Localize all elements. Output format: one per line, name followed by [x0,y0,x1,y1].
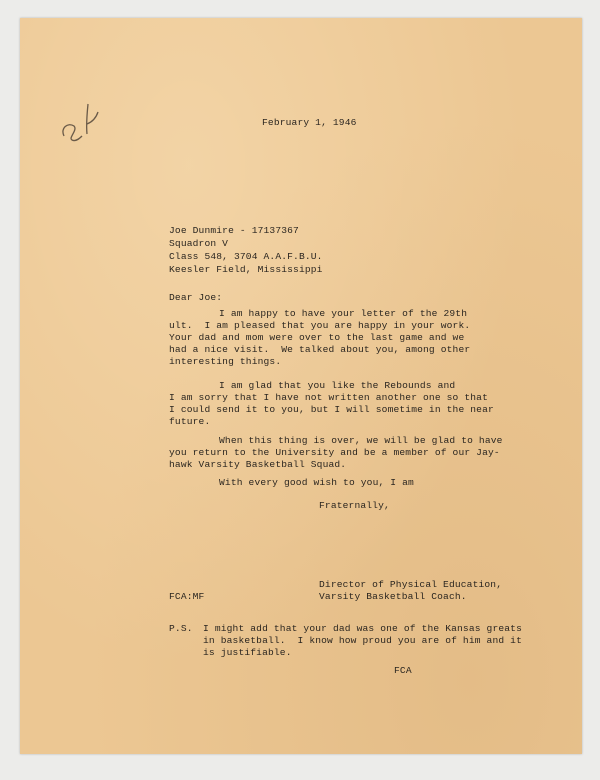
paragraph-1-line-4: had a nice visit. We talked about you, among other [169,344,471,355]
ps-line-1: I might add that your dad was one of the Kansas greats [203,623,522,634]
typist-initials: FCA:MF [169,591,205,602]
recipient-location: Keesler Field, Mississippi [169,264,323,275]
recipient-name: Joe Dunmire - 17137367 [169,225,299,236]
valediction: Fraternally, [319,500,390,511]
salutation: Dear Joe: [169,292,223,303]
ps-label: P.S. [169,623,193,634]
pencil-page-number [54,96,114,146]
paragraph-3-line-2: you return to the University and be a member of our Jay- [169,447,500,458]
paragraph-2-line-1: I am glad that you like the Rebounds and [219,380,456,391]
ps-line-3: is justifiable. [203,647,292,658]
paragraph-1-line-2: ult. I am pleased that you are happy in your work. [169,320,471,331]
paragraph-3-line-1: When this thing is over, we will be glad to have [219,435,503,446]
paragraph-2-line-3: I could send it to you, but I will sometime in the near [169,404,494,415]
paragraph-3-line-3: hawk Varsity Basketball Squad. [169,459,347,470]
closing-line: With every good wish to you, I am [219,477,414,488]
ps-line-2: in basketball. I know how proud you are of him and it [203,635,522,646]
paragraph-1-line-3: Your dad and mom were over to the last game and we [169,332,465,343]
paragraph-2-line-4: future. [169,416,211,427]
recipient-class: Class 548, 3704 A.A.F.B.U. [169,251,323,262]
signature-title-2: Varsity Basketball Coach. [319,591,467,602]
letter-date: February 1, 1946 [262,117,357,128]
recipient-unit: Squadron V [169,238,229,249]
signature-title-1: Director of Physical Education, [319,579,503,590]
paragraph-1-line-1: I am happy to have your letter of the 29th [219,308,468,319]
paragraph-1-line-5: interesting things. [169,356,282,367]
ps-initials: FCA [394,665,412,676]
paragraph-2-line-2: I am sorry that I have not written another one so that [169,392,488,403]
